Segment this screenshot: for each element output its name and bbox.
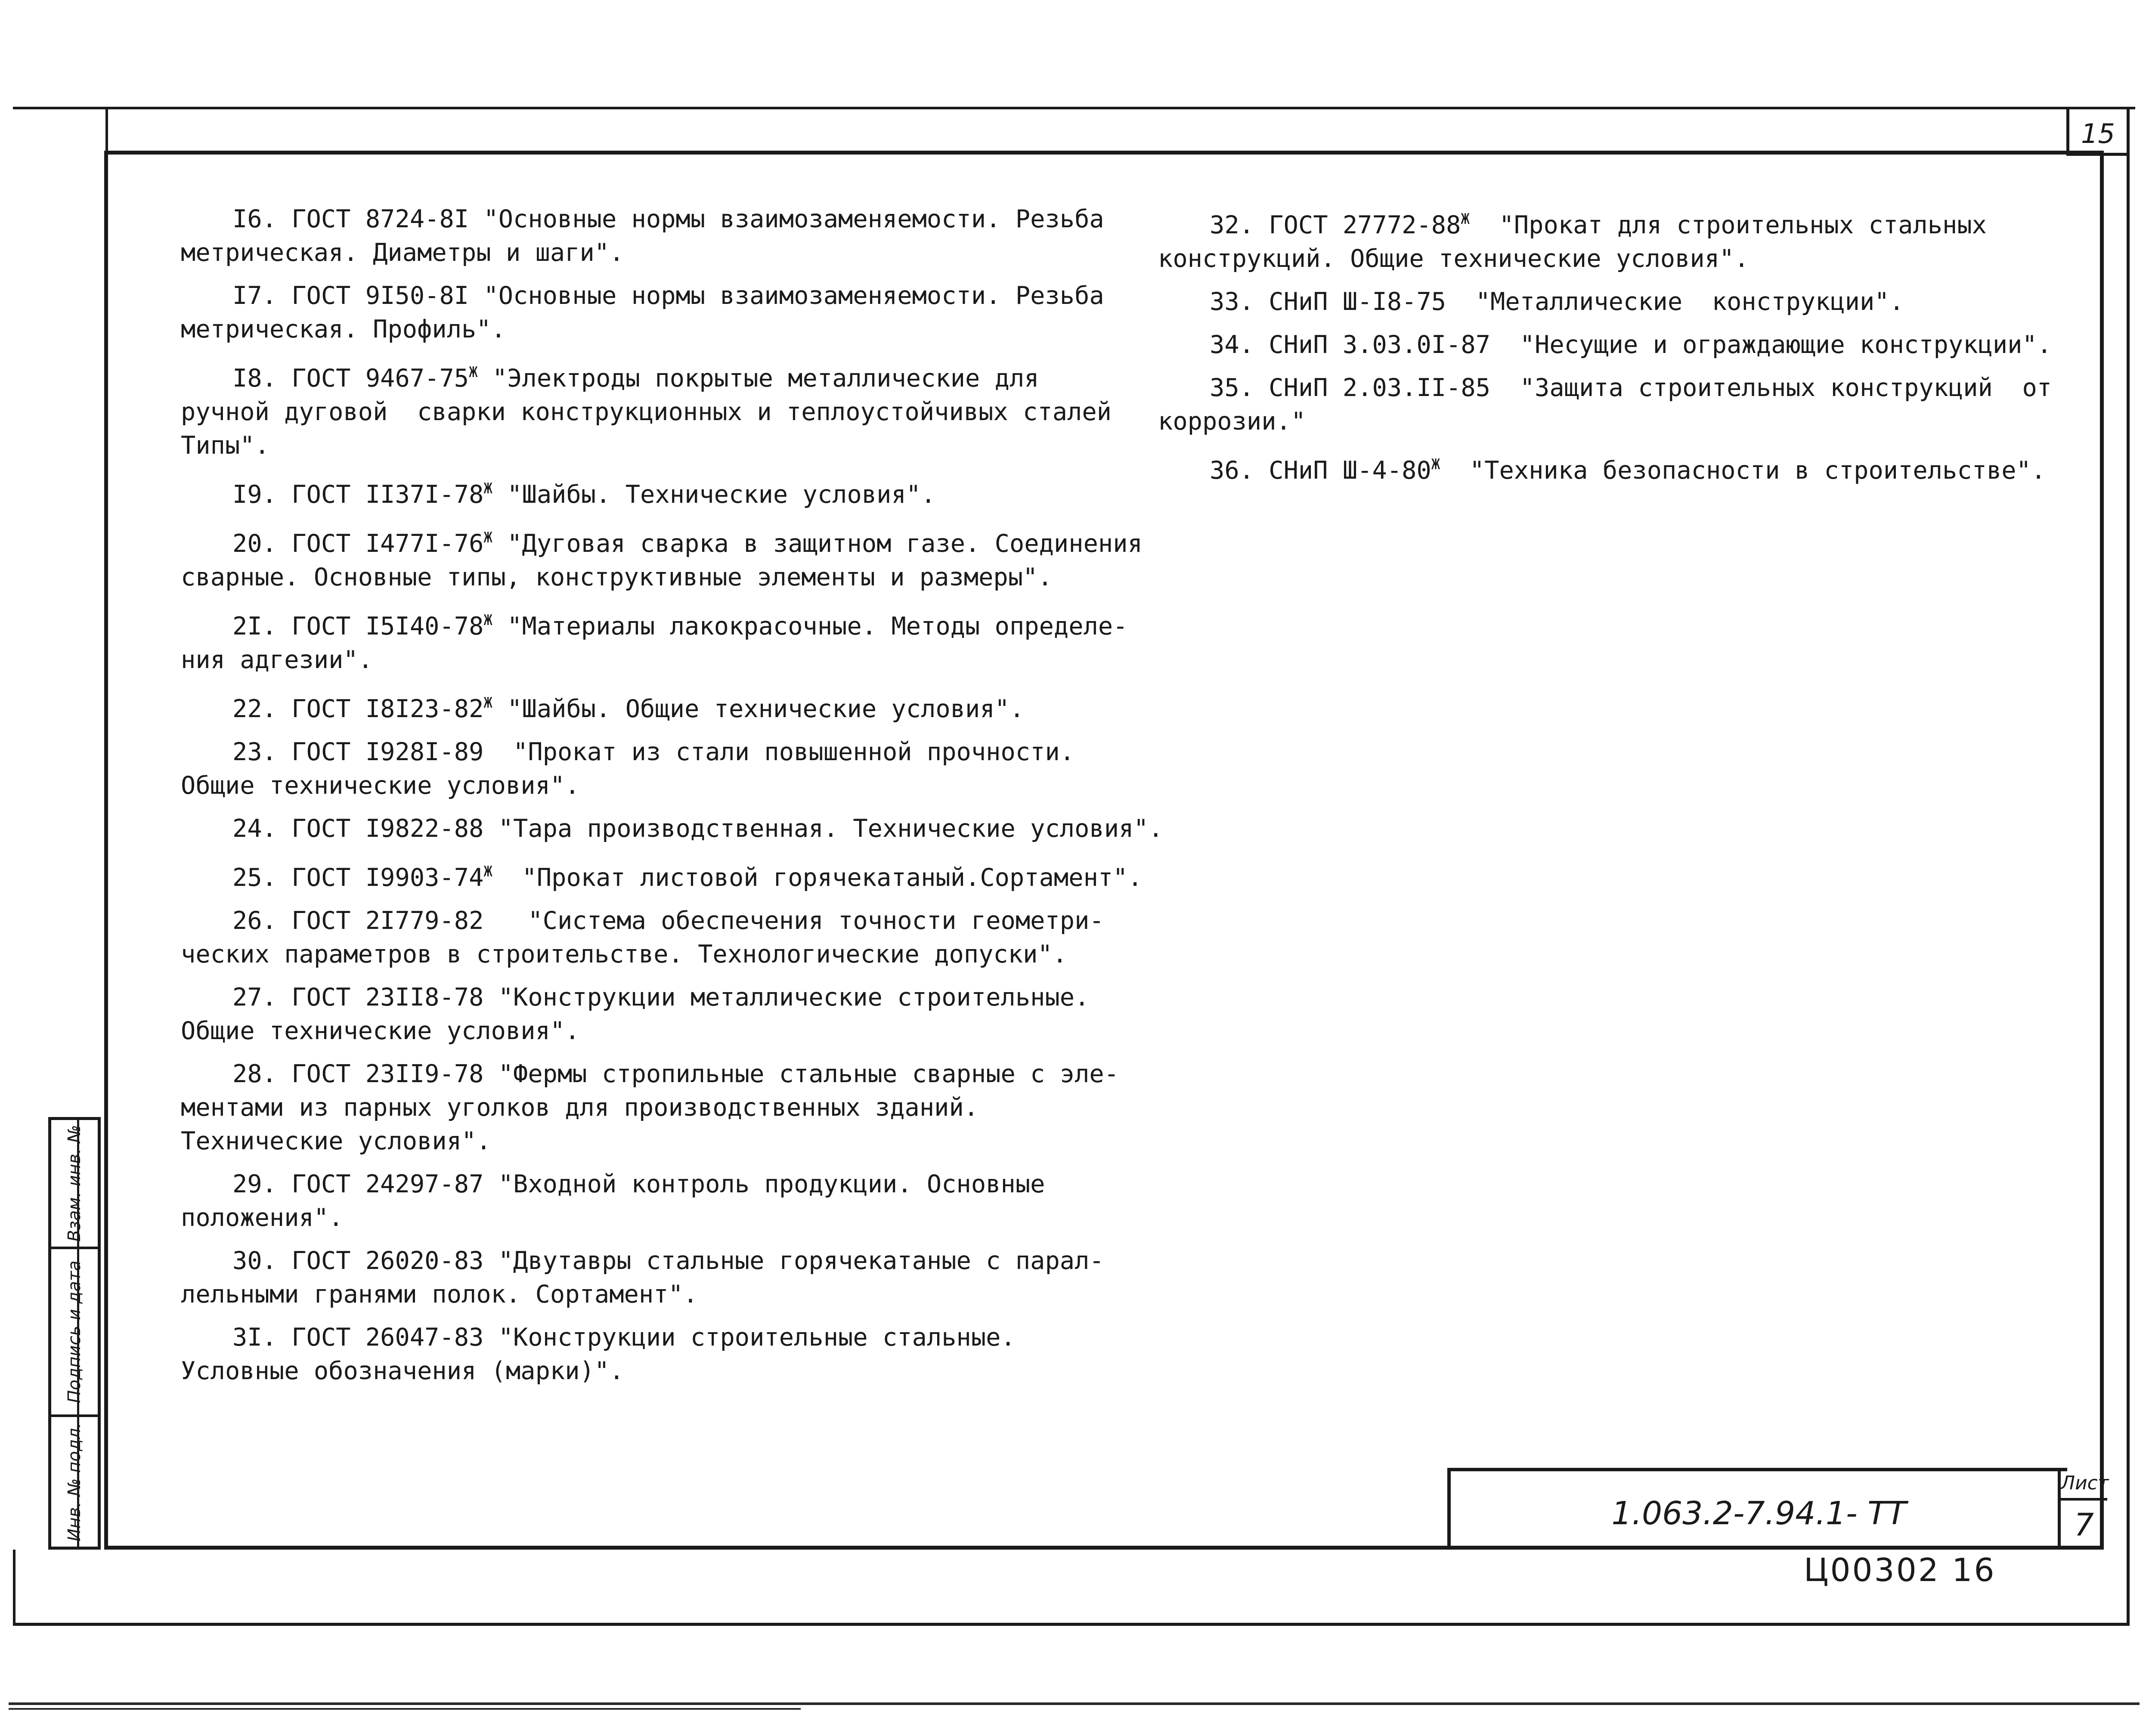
reference-continuation-line: Типы". [181,431,269,460]
standard-designation: ГОСТ I9903-74 [291,863,484,892]
side-stamp-cell [51,1120,98,1249]
reference-number: I7. [232,282,292,310]
standard-designation: ГОСТ 26020-83 [291,1247,484,1275]
reference-number: 22. [232,695,292,723]
reference-title: "Фермы стропильные стальные сварные с эле- [483,1060,1119,1088]
sheet-left-border [13,1550,15,1625]
standard-designation: ГОСТ 26047-83 [291,1323,484,1352]
reference-entry [181,279,1106,346]
reference-first-line [181,1057,1119,1091]
reference-first-line [1158,448,2046,487]
side-stamp-label: Инв. № подл. [65,1422,84,1541]
reference-number: 24. [232,814,292,843]
reference-number: 34. [1210,331,1269,359]
reference-entry [181,356,1112,462]
reference-title: "Металлические конструкции". [1446,288,1904,316]
reference-title: "Входной контроль продукции. Основные [483,1170,1045,1198]
standard-designation: СНиП Ш-I8-75 [1269,288,1446,316]
references-left-column [181,202,1163,1397]
reference-entry [181,1057,1119,1158]
standard-designation: ГОСТ 23II9-78 [291,1060,484,1088]
reference-entry [181,855,1143,894]
reference-entry [1158,448,2046,487]
sheet-number: 7 [2074,1507,2094,1543]
reference-number: 33. [1210,288,1269,316]
reference-first-line [181,904,1106,938]
standard-designation: ГОСТ II37I-78 [291,480,484,509]
reference-title: "Система обеспечения точности геометри- [483,907,1104,935]
side-stamp-cell [51,1417,98,1547]
sheet-top-border [13,107,2135,109]
reference-title: "Техника безопасности в строительстве". [1440,456,2046,485]
side-approval-stamp [48,1117,101,1550]
standard-designation: ГОСТ 23II8-78 [291,983,484,1012]
reference-continuation-line: ментами из парных уголков для производственных зданий. [181,1093,979,1122]
reference-first-line [181,686,1106,726]
amendment-mark: Ж [483,612,492,629]
reference-continuation-line: коррозии." [1158,407,1306,436]
reference-continuation-line: сварные. Основные типы, конструктивные элементы и размеры". [181,563,1053,591]
reference-entry [181,1167,1106,1235]
reference-first-line [181,279,1106,313]
reference-first-line [181,981,1106,1014]
standard-designation: ГОСТ 24297-87 [291,1170,484,1198]
reference-number: 3I. [232,1323,292,1352]
reference-continuation-line: метрическая. Диаметры и шаги". [181,238,624,267]
sheet-bottom-border [13,1623,2130,1626]
reference-number: 2I. [232,612,292,641]
reference-number: 29. [232,1170,292,1198]
reference-continuation-line: Общие технические условия". [181,771,580,800]
reference-title: "Несущие и ограждающие конструкции". [1490,331,2052,359]
side-stamp-label: Взам. инв. № [65,1125,84,1242]
reference-entry [181,904,1106,971]
standard-designation: ГОСТ 2I779-82 [291,907,484,935]
reference-title: "Конструкции строительные стальные. [483,1323,1016,1352]
title-block [1447,1468,2067,1550]
reference-number: 28. [232,1060,292,1088]
amendment-mark: Ж [483,863,492,880]
amendment-mark: Ж [1431,456,1440,473]
reference-number: I9. [232,480,292,509]
reference-title: "Защита строительных конструкций от [1490,374,2052,402]
side-stamp-cell [51,1249,98,1417]
reference-entry [1158,328,2052,362]
reference-continuation-line: ния адгезии". [181,646,373,674]
reference-number: I8. [232,364,292,393]
reference-entry [1158,202,1987,275]
page-number: 15 [2081,118,2115,149]
references-right-column [1158,202,2052,497]
amendment-mark: Ж [483,694,492,712]
reference-number: 32. [1210,211,1269,239]
sheet-left-tick [105,109,108,151]
standard-designation: СНиП Ш-4-80 [1269,456,1431,485]
reference-first-line [181,1244,1106,1278]
reference-title: "Конструкции металлические строительные. [483,983,1090,1012]
reference-number: I6. [232,205,292,233]
reference-number: 30. [232,1247,292,1275]
sheet-number-box [2058,1468,2107,1550]
reference-first-line [181,812,1163,845]
reference-first-line [181,603,1128,643]
reference-first-line [181,735,1106,769]
reference-entry [181,812,1163,845]
reference-number: 20. [232,529,292,558]
reference-number: 26. [232,907,292,935]
reference-title: "Основные нормы взаимозаменяемости. Резьба [469,205,1104,233]
reference-title: "Электроды покрытые металлические для [477,364,1039,393]
reference-first-line [181,855,1143,894]
reference-entry [1158,285,1976,319]
standard-designation: ГОСТ I8I23-82 [291,695,484,723]
standard-designation: ГОСТ 9I50-8I [291,282,469,310]
reference-number: 35. [1210,374,1269,402]
reference-number: 25. [232,863,292,892]
reference-continuation-line: конструкций. Общие технические условия". [1158,244,1749,273]
document-code: 1.063.2-7.94.1- ТТ [1611,1495,1907,1532]
standard-designation: ГОСТ 27772-88 [1269,211,1461,239]
reference-entry [181,735,1106,802]
reference-number: 36. [1210,456,1269,485]
reference-entry [181,1244,1106,1311]
amendment-mark: Ж [1461,210,1470,228]
reference-continuation-line: Технические условия". [181,1127,491,1155]
amendment-mark: Ж [483,529,492,546]
reference-title: "Тара производственная. Технические условия". [483,814,1163,843]
reference-entry [181,1321,1106,1388]
reference-continuation-line: лельными гранями полок. Сортамент". [181,1280,698,1309]
reference-entry [1158,371,2052,438]
archive-stamp: Ц00302 16 [1804,1552,1996,1589]
reference-first-line [1158,285,1976,319]
amendment-mark: Ж [483,480,492,497]
side-stamp-label: Подпись и дата [65,1260,84,1403]
standard-designation: ГОСТ I928I-89 [291,738,484,766]
reference-first-line [181,472,1106,511]
sheet-right-border [2127,109,2130,1625]
reference-number: 23. [232,738,292,766]
reference-continuation-line: ческих параметров в строительстве. Технологические допуски". [181,940,1068,969]
reference-title: "Основные нормы взаимозаменяемости. Резьба [469,282,1104,310]
reference-title: "Прокат для строительных стальных [1469,211,1987,239]
reference-first-line [181,356,1106,395]
standard-designation: СНиП 3.03.0I-87 [1269,331,1491,359]
reference-entry [181,202,1106,269]
reference-number: 27. [232,983,292,1012]
reference-entry [181,981,1106,1048]
standard-designation: ГОСТ 8724-8I [291,205,469,233]
reference-entry [181,521,1143,594]
scan-line [9,1708,801,1710]
standard-designation: ГОСТ I477I-76 [291,529,484,558]
page-number-box [2066,109,2127,156]
sheet-label: Лист [2061,1472,2107,1501]
reference-entry [181,472,1106,511]
standard-designation: ГОСТ 9467-75 [291,364,469,393]
reference-first-line [181,521,1143,560]
reference-first-line [1158,202,1987,242]
standard-designation: ГОСТ I5I40-78 [291,612,484,641]
reference-first-line [181,202,1106,236]
reference-title: "Двутавры стальные горячекатаные с парал- [483,1247,1104,1275]
reference-first-line [181,1167,1106,1201]
reference-first-line [1158,328,2052,362]
reference-entry [181,686,1106,726]
reference-entry [181,603,1128,677]
reference-title: "Дуговая сварка в защитном газе. Соединения [492,529,1143,558]
reference-title: "Шайбы. Общие технические условия". [492,695,1025,723]
reference-continuation-line: Условные обозначения (марки)". [181,1357,624,1385]
reference-title: "Прокат листовой горячекатаный.Сортамент". [492,863,1143,892]
reference-continuation-line: положения". [181,1204,344,1232]
reference-title: "Прокат из стали повышенной прочности. [483,738,1075,766]
reference-first-line [181,1321,1106,1354]
reference-title: "Материалы лакокрасочные. Методы определе- [492,612,1128,641]
reference-continuation-line: метрическая. Профиль". [181,315,506,343]
scan-line [9,1702,2140,1705]
standard-designation: ГОСТ I9822-88 [291,814,484,843]
standard-designation: СНиП 2.03.II-85 [1269,374,1491,402]
reference-first-line [1158,371,2052,405]
reference-continuation-line: Общие технические условия". [181,1017,580,1045]
amendment-mark: Ж [469,364,478,381]
reference-title: "Шайбы. Технические условия". [492,480,936,509]
reference-continuation-line: ручной дуговой сварки конструкционных и теплоустойчивых сталей [181,398,1112,426]
